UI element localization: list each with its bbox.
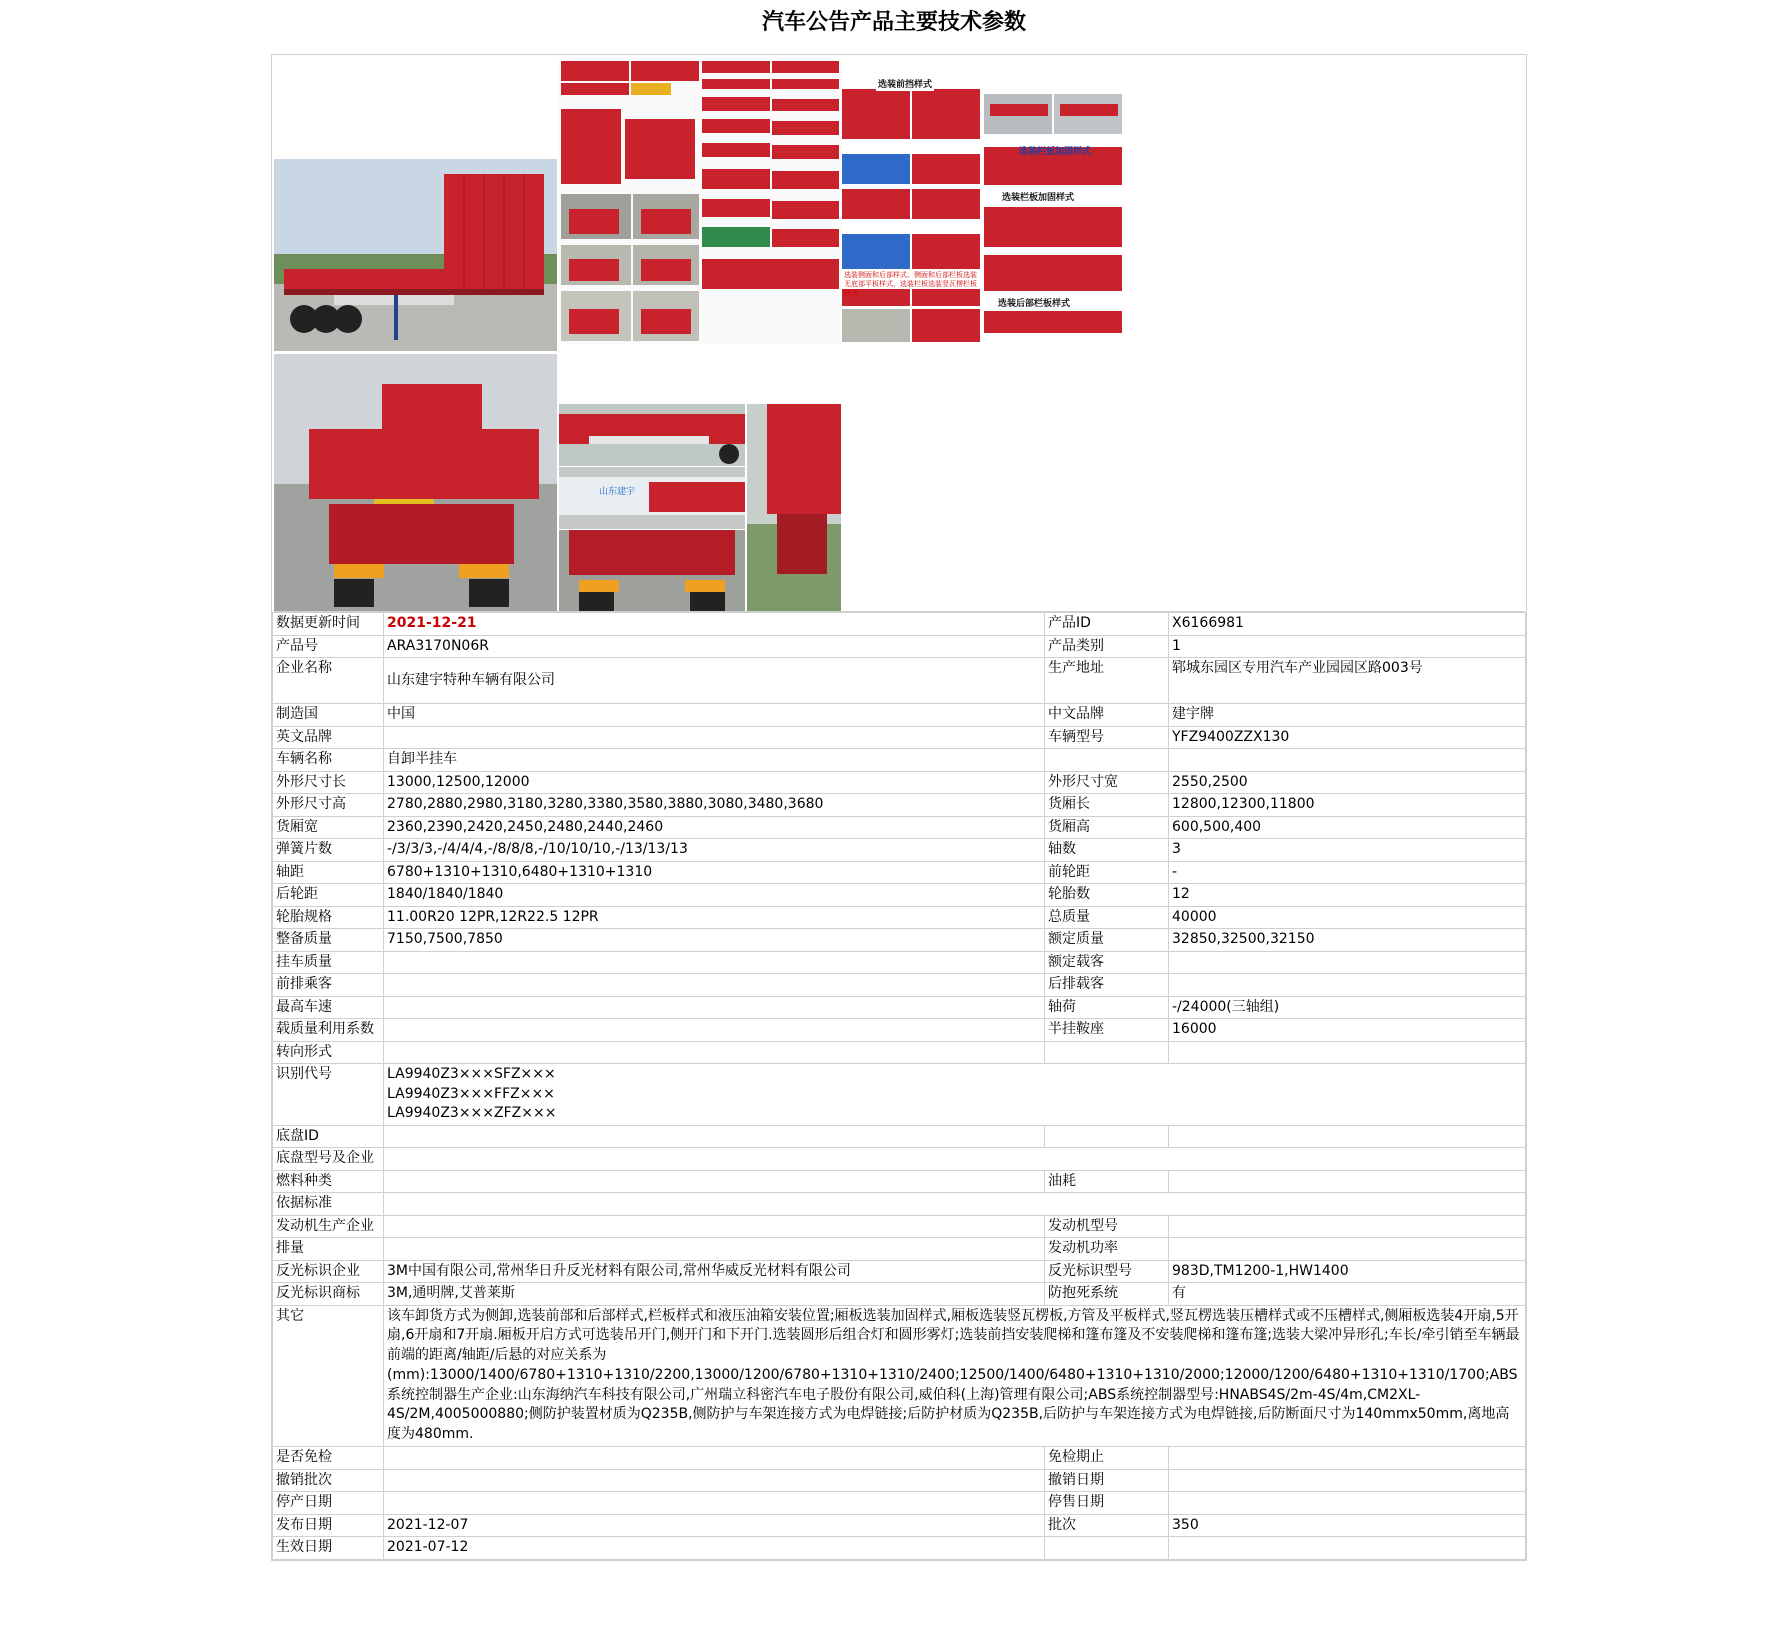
- cell-label: 数据更新时间: [273, 613, 384, 636]
- cell-value: 山东建宇特种车辆有限公司: [384, 658, 1045, 704]
- table-row: [273, 704, 1526, 727]
- page-title: 汽车公告产品主要技术参数: [761, 10, 1026, 35]
- cell-value: 12: [1169, 884, 1526, 907]
- cell-value: 350: [1169, 1514, 1526, 1537]
- cell-value: [384, 1125, 1045, 1148]
- cell-value: 有: [1169, 1283, 1526, 1306]
- cell-value: 2021-12-07: [384, 1514, 1045, 1537]
- table-row: [273, 861, 1526, 884]
- cell-value: [1169, 1447, 1526, 1470]
- cell-value: [384, 1447, 1045, 1470]
- cell-label: 最高车速: [273, 996, 384, 1019]
- logo-text: 山东建宇: [599, 487, 636, 497]
- cell-value: -: [1169, 861, 1526, 884]
- cell-label: 制造国: [273, 704, 384, 727]
- cell-label: 反光标识企业: [273, 1260, 384, 1283]
- cell-value: 2021-07-12: [384, 1537, 1045, 1560]
- cell-value: [1169, 1537, 1526, 1560]
- cell-label: 前轮距: [1045, 861, 1169, 884]
- cell-label: 免检期止: [1045, 1447, 1169, 1470]
- cell-value: 600,500,400: [1169, 816, 1526, 839]
- cell-label: 车辆型号: [1045, 726, 1169, 749]
- cell-value: 1: [1169, 635, 1526, 658]
- table-row: [273, 816, 1526, 839]
- table-row: [273, 1260, 1526, 1283]
- table-row: [273, 906, 1526, 929]
- cell-label: 挂车质量: [273, 951, 384, 974]
- cell-label: 发布日期: [273, 1514, 384, 1537]
- corner-detail-photo[interactable]: [747, 404, 841, 611]
- cell-label: 企业名称: [273, 658, 384, 704]
- cell-label: 中文品牌: [1045, 704, 1169, 727]
- cell-label: 轮胎数: [1045, 884, 1169, 907]
- cell-label: 后排载客: [1045, 974, 1169, 997]
- cell-value: [384, 1019, 1045, 1042]
- cell-value: -/3/3/3,-/4/4/4,-/8/8/8,-/10/10/10,-/13/13/13: [384, 839, 1045, 862]
- cell-label: 货厢宽: [273, 816, 384, 839]
- cell-value: -/24000(三轴组): [1169, 996, 1526, 1019]
- vin-line: LA9940Z3×××ZFZ×××: [387, 1105, 557, 1121]
- table-row: [273, 996, 1526, 1019]
- cell-value: [1169, 1170, 1526, 1193]
- cell-label: 额定质量: [1045, 929, 1169, 952]
- cell-value: 2780,2880,2980,3180,3280,3380,3580,3880,3080,3480,3680: [384, 794, 1045, 817]
- cell-label: 前排乘客: [273, 974, 384, 997]
- table-row: [273, 1215, 1526, 1238]
- table-row: [273, 794, 1526, 817]
- caption-rear-panel: 选装后部栏板样式: [998, 299, 1071, 309]
- cell-label: 停售日期: [1045, 1492, 1169, 1515]
- cell-value: 2550,2500: [1169, 771, 1526, 794]
- cell-value: 3M,通明牌,艾普莱斯: [384, 1283, 1045, 1306]
- cell-value: 3: [1169, 839, 1526, 862]
- cell-label: [1045, 749, 1169, 772]
- cell-value: 32850,32500,32150: [1169, 929, 1526, 952]
- table-row: [273, 884, 1526, 907]
- cell-label: 后轮距: [273, 884, 384, 907]
- cell-label: 外形尺寸长: [273, 771, 384, 794]
- cell-value: [1169, 749, 1526, 772]
- cell-label: 轴距: [273, 861, 384, 884]
- cell-value: [1169, 1215, 1526, 1238]
- product-frame: [271, 54, 1527, 1561]
- cell-label: 依据标准: [273, 1193, 384, 1216]
- cell-value: [384, 1170, 1045, 1193]
- cell-label: 发动机型号: [1045, 1215, 1169, 1238]
- cell-label: 生效日期: [273, 1537, 384, 1560]
- table-row: [273, 613, 1526, 636]
- cell-label: 轮胎规格: [273, 906, 384, 929]
- cell-label: 载质量利用系数: [273, 1019, 384, 1042]
- cell-value: [384, 1041, 1045, 1064]
- photo-gallery: [274, 59, 1524, 612]
- side-logo-photo[interactable]: [559, 467, 745, 529]
- other-label: 其它: [273, 1305, 384, 1447]
- cell-value: 2360,2390,2420,2450,2480,2440,2460: [384, 816, 1045, 839]
- vin-line: LA9940Z3×××SFZ×××: [387, 1066, 556, 1082]
- cell-label: 货厢长: [1045, 794, 1169, 817]
- table-row: [273, 1170, 1526, 1193]
- cell-label: 防抱死系统: [1045, 1283, 1169, 1306]
- caption-front-guard: 选装前挡样式: [878, 80, 933, 90]
- cell-value: 自卸半挂车: [384, 749, 1045, 772]
- cell-value: YFZ9400ZZX130: [1169, 726, 1526, 749]
- parameter-table: [272, 612, 1526, 1560]
- cell-label: 批次: [1045, 1514, 1169, 1537]
- cell-label: 外形尺寸高: [273, 794, 384, 817]
- cell-label: 发动机生产企业: [273, 1215, 384, 1238]
- cell-value: [384, 1215, 1045, 1238]
- vin-label: 识别代号: [273, 1064, 384, 1126]
- cell-value: 13000,12500,12000: [384, 771, 1045, 794]
- cell-value: 6780+1310+1310,6480+1310+1310: [384, 861, 1045, 884]
- caption-side-reinforce-top: 选装栏板加固样式: [1019, 147, 1092, 157]
- cell-label: 发动机功率: [1045, 1238, 1169, 1261]
- cell-label: 轴荷: [1045, 996, 1169, 1019]
- table-row: [273, 749, 1526, 772]
- table-row: [273, 1125, 1526, 1148]
- other-text: 该车卸货方式为侧卸,选装前部和后部样式,栏板样式和液压油箱安装位置;厢板选装加固样式,厢板选装竖瓦楞板,方管及平板样式,竖瓦楞选装压槽样式或不压槽样式,侧厢板选装4开扇,5开扇,6开扇和7开扇.厢板开启方式可选装吊开门,侧开门和下开门.选装圆形后组合灯和圆形雾灯;选装前挡安装爬梯和篷布篷及不安装爬梯和篷布篷;选装大梁冲异形孔;车长/牵引销至车辆最前端的距离/轴距/后悬的对应关系为(mm):13000/1400/6780+1310+1310/2200,13000/1200/6780+1310+1310/2400;12500/1400/6480+1310+1310/2000;12000/1200/6480+1310+1310/1700;ABS系统控制器生产企业:山东海纳汽车科技有限公司,广州瑞立科密汽车电子股份有限公司,威伯科(上海)管理有限公司;ABS系统控制器型号:HNABS4S/2m-4S/4m,CM2XL-4S/2M,4005000880;侧防护装置材质为Q235B,侧防护与车架连接方式为电焊链接;后防护材质为Q235B,后防护与车架连接方式为电焊链接,后防断面尺寸为140mmx50mm,离地高度为480mm.: [384, 1305, 1526, 1447]
- cell-label: 整备质量: [273, 929, 384, 952]
- cell-value: 7150,7500,7850: [384, 929, 1045, 952]
- trailer-rear-photo[interactable]: [274, 354, 557, 611]
- cell-label: 产品类别: [1045, 635, 1169, 658]
- option-collage-b[interactable]: [842, 59, 1124, 344]
- cell-value: [384, 1148, 1526, 1171]
- cell-label: 撤销日期: [1045, 1469, 1169, 1492]
- table-row: [273, 951, 1526, 974]
- cell-label: 外形尺寸宽: [1045, 771, 1169, 794]
- cell-label: [1045, 1041, 1169, 1064]
- table-row: [273, 658, 1526, 704]
- cell-value: 郓城东园区专用汽车产业园园区路003号: [1169, 658, 1526, 704]
- cell-value: 3M中国有限公司,常州华日升反光材料有限公司,常州华威反光材料有限公司: [384, 1260, 1045, 1283]
- cell-value: [1169, 1469, 1526, 1492]
- cell-value: 40000: [1169, 906, 1526, 929]
- cell-value: [384, 1193, 1526, 1216]
- cell-value: 11.00R20 12PR,12R22.5 12PR: [384, 906, 1045, 929]
- table-row-other: [273, 1305, 1526, 1447]
- cell-value: [384, 726, 1045, 749]
- cell-label: 轴数: [1045, 839, 1169, 862]
- cell-label: 英文品牌: [273, 726, 384, 749]
- table-row: [273, 635, 1526, 658]
- table-row: [273, 1041, 1526, 1064]
- table-row: [273, 1469, 1526, 1492]
- cell-value: [1169, 1125, 1526, 1148]
- cell-value: [384, 996, 1045, 1019]
- cell-label: [1045, 1537, 1169, 1560]
- cell-value: 983D,TM1200-1,HW1400: [1169, 1260, 1526, 1283]
- vin-line: LA9940Z3×××FFZ×××: [387, 1085, 555, 1102]
- cell-value: 12800,12300,11800: [1169, 794, 1526, 817]
- table-row: [273, 839, 1526, 862]
- table-row: [273, 1514, 1526, 1537]
- cell-label: 总质量: [1045, 906, 1169, 929]
- cell-label: 半挂鞍座: [1045, 1019, 1169, 1042]
- option-collage-a[interactable]: [559, 59, 841, 344]
- cell-label: 转向形式: [273, 1041, 384, 1064]
- cell-value: X6166981: [1169, 613, 1526, 636]
- cell-label: 油耗: [1045, 1170, 1169, 1193]
- cell-value: 16000: [1169, 1019, 1526, 1042]
- table-row: [273, 1537, 1526, 1560]
- table-row: [273, 1447, 1526, 1470]
- table-row: [273, 1492, 1526, 1515]
- table-row: [273, 929, 1526, 952]
- cell-label: 生产地址: [1045, 658, 1169, 704]
- cell-value: [384, 974, 1045, 997]
- cell-value: [384, 1469, 1045, 1492]
- table-row-vin: [273, 1064, 1526, 1126]
- cell-label: 弹簧片数: [273, 839, 384, 862]
- table-row: [273, 1283, 1526, 1306]
- cell-value: ARA3170N06R: [384, 635, 1045, 658]
- update-date-value: 2021-12-21: [384, 613, 1045, 636]
- cell-value: [1169, 1238, 1526, 1261]
- cell-value: 1840/1840/1840: [384, 884, 1045, 907]
- table-row: [273, 726, 1526, 749]
- cell-value: [1169, 974, 1526, 997]
- table-row: [273, 974, 1526, 997]
- cell-label: 货厢高: [1045, 816, 1169, 839]
- cell-value: [384, 1238, 1045, 1261]
- cell-label: 底盘ID: [273, 1125, 384, 1148]
- side-rail-photo[interactable]: [559, 404, 745, 466]
- cell-label: 底盘型号及企业: [273, 1148, 384, 1171]
- cell-value: 建宇牌: [1169, 704, 1526, 727]
- cell-label: [1045, 1125, 1169, 1148]
- cell-value: [1169, 951, 1526, 974]
- caption-side-note: 选装侧面和后部样式、侧面和后部栏板选装无底部平板样式、选装栏板选装竖瓦楞栏板样式: [842, 271, 984, 289]
- cell-label: 反光标识型号: [1045, 1260, 1169, 1283]
- cell-label: 是否免检: [273, 1447, 384, 1470]
- cell-label: 额定载客: [1045, 951, 1169, 974]
- cell-label: 产品号: [273, 635, 384, 658]
- cell-value: [384, 1492, 1045, 1515]
- cell-value: [1169, 1041, 1526, 1064]
- cell-label: 排量: [273, 1238, 384, 1261]
- cell-label: 停产日期: [273, 1492, 384, 1515]
- caption-side-reinforce-mid: 选装栏板加固样式: [1002, 193, 1075, 203]
- cell-value: [1169, 1492, 1526, 1515]
- chassis-rear-photo[interactable]: [559, 530, 745, 611]
- trailer-side-photo[interactable]: [274, 159, 557, 351]
- table-row: [273, 1019, 1526, 1042]
- table-row: [273, 1238, 1526, 1261]
- cell-label: 燃料种类: [273, 1170, 384, 1193]
- cell-label: 车辆名称: [273, 749, 384, 772]
- cell-label: 产品ID: [1045, 613, 1169, 636]
- cell-value: [384, 951, 1045, 974]
- table-row: [273, 1148, 1526, 1171]
- cell-label: 反光标识商标: [273, 1283, 384, 1306]
- vin-values: [384, 1064, 1526, 1126]
- cell-value: 中国: [384, 704, 1045, 727]
- table-row: [273, 1193, 1526, 1216]
- cell-label: 撤销批次: [273, 1469, 384, 1492]
- table-row: [273, 771, 1526, 794]
